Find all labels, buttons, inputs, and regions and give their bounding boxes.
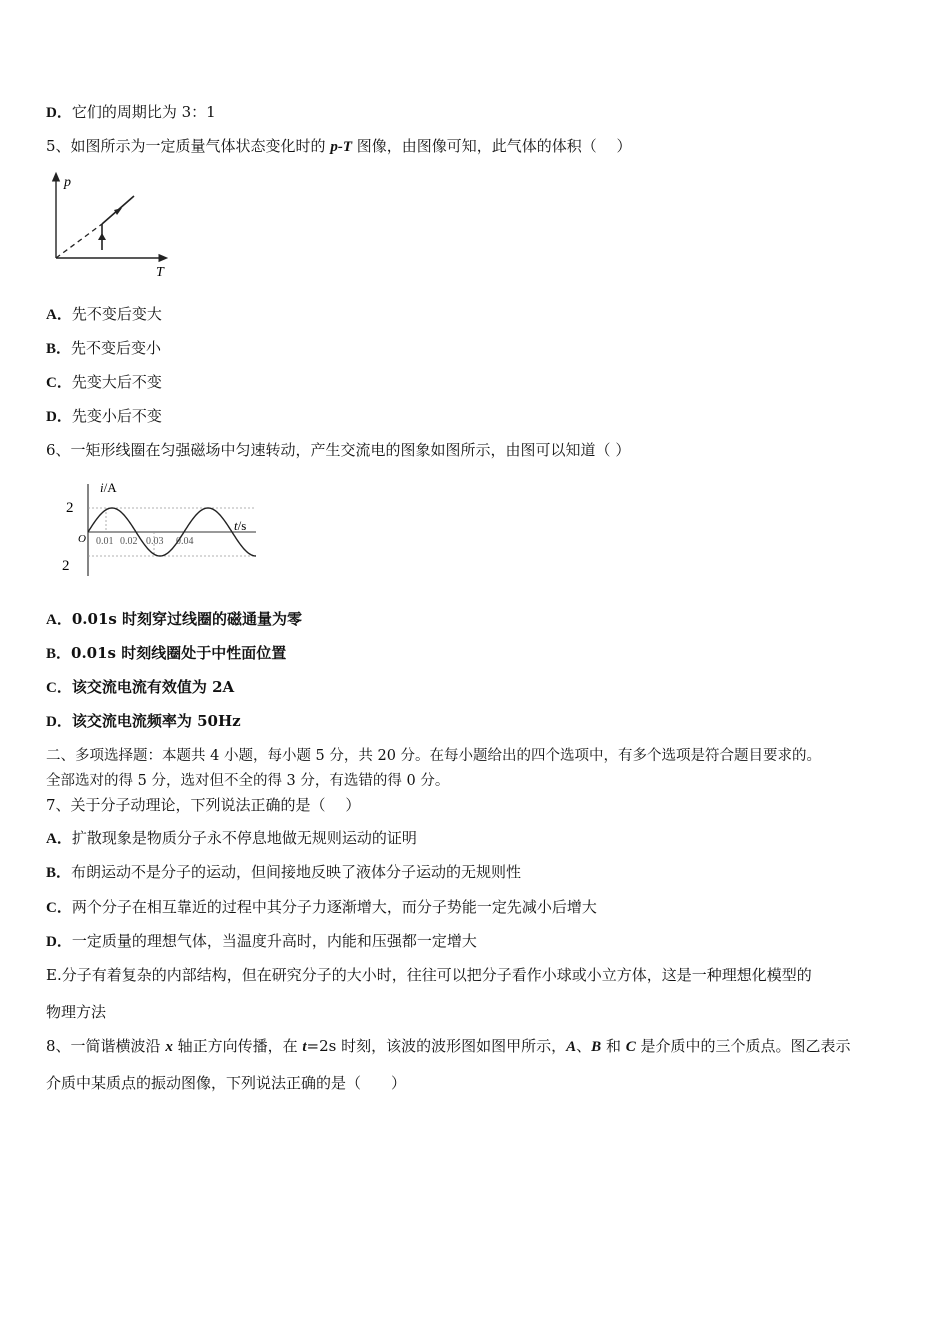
q6-option-c bbox=[46, 677, 234, 698]
option-text: 它们的周期比为 3：1 bbox=[71, 103, 216, 121]
q5-pt-graph bbox=[44, 170, 174, 282]
q7-option-c bbox=[46, 897, 597, 918]
option-text: 先变小后不变 bbox=[71, 407, 162, 425]
y-max-label: 2 bbox=[66, 500, 74, 516]
option-letter: C． bbox=[46, 375, 72, 391]
q7-option-d bbox=[46, 931, 477, 952]
text-fragment: =2s 时刻，该波的波形图如图甲所示， bbox=[306, 1037, 567, 1055]
var-b: B bbox=[591, 1039, 602, 1055]
isochore-dashed-line bbox=[56, 224, 102, 258]
option-letter: B． bbox=[46, 341, 72, 357]
q8-stem-line1 bbox=[46, 1036, 851, 1057]
option-letter: A． bbox=[46, 307, 72, 323]
option-text: 布朗运动不是分子的运动，但间接地反映了液体分子运动的无规则性 bbox=[71, 863, 522, 881]
q5-stem-pre: 5、如图所示为一定质量气体状态变化时的 bbox=[46, 137, 331, 155]
q7-option-e-line2: 物理方法 bbox=[46, 1003, 107, 1021]
p-axis-label: p bbox=[64, 175, 71, 190]
q5-stem-var: p-T bbox=[330, 139, 352, 155]
q7-stem: 7、关于分子动理论，下列说法正确的是（ ） bbox=[46, 796, 361, 814]
var-c: C bbox=[625, 1039, 636, 1055]
option-text: 两个分子在相互靠近的过程中其分子力逐渐增大，而分子势能一定先减小后增大 bbox=[71, 898, 597, 916]
text-fragment: 、 bbox=[576, 1037, 592, 1055]
option-letter: D． bbox=[46, 105, 72, 121]
option-letter: C． bbox=[46, 680, 72, 696]
q7-option-e-line1: E.分子有着复杂的内部结构，但在研究分子的大小时，往往可以把分子看作小球或小立方体，这是一种理想化模型的 bbox=[46, 966, 812, 984]
i-axis-label: i/A bbox=[100, 480, 117, 495]
t-axis-label: T bbox=[156, 265, 164, 280]
q5-option-b bbox=[46, 338, 161, 359]
option-text: 一定质量的理想气体，当温度升高时，内能和压强都一定增大 bbox=[71, 932, 477, 950]
option-text: 先不变后变大 bbox=[71, 305, 162, 323]
section2-line1: 二、多项选择题：本题共 4 小题，每小题 5 分，共 20 分。在每小题给出的四个选项中，有多个选项是符合题目要求的。 bbox=[46, 748, 822, 764]
option-text: 先变大后不变 bbox=[71, 373, 162, 391]
tick-label: 0.03 bbox=[146, 536, 164, 547]
q5-option-a bbox=[46, 304, 162, 325]
option-letter: D． bbox=[46, 714, 72, 730]
option-text: 该交流电流有效值为 2A bbox=[71, 678, 235, 696]
text-fragment: 是介质中的三个质点。图乙表示 bbox=[635, 1037, 851, 1055]
q5-option-d bbox=[46, 406, 162, 427]
tick-label: 0.04 bbox=[176, 536, 194, 547]
option-letter: A． bbox=[46, 612, 72, 628]
var-t: t bbox=[302, 1039, 307, 1055]
option-letter: D． bbox=[46, 934, 72, 950]
var-a: A bbox=[566, 1039, 577, 1055]
q6-option-b bbox=[46, 643, 286, 664]
var-x: x bbox=[165, 1039, 173, 1055]
t-axis-label: t/s bbox=[234, 518, 247, 533]
option-letter: B． bbox=[46, 646, 72, 662]
option-text: 0.01s 时刻线圈处于中性面位置 bbox=[71, 644, 287, 662]
option-text: 扩散现象是物质分子永不停息地做无规则运动的证明 bbox=[71, 829, 417, 847]
tick-label: 0.02 bbox=[120, 536, 138, 547]
up-arrow-icon bbox=[98, 233, 106, 240]
section2-line2: 全部选对的得 5 分，选对但不全的得 3 分，有选错的得 0 分。 bbox=[46, 773, 450, 789]
q4-option-d bbox=[46, 102, 216, 123]
q5-option-c bbox=[46, 372, 162, 393]
option-letter: D． bbox=[46, 409, 72, 425]
q6-stem: 6、一矩形线圈在匀强磁场中匀速转动，产生交流电的图象如图所示，由图可以知道（ ） bbox=[46, 441, 631, 459]
text-fragment: 和 bbox=[601, 1037, 626, 1055]
text-fragment: 8、一简谐横波沿 bbox=[46, 1037, 166, 1055]
option-letter: B． bbox=[46, 865, 72, 881]
q6-option-a bbox=[46, 609, 302, 630]
q5-stem-post: 图像，由图像可知，此气体的体积（ ） bbox=[352, 137, 632, 155]
option-text: 该交流电流频率为 50Hz bbox=[71, 712, 241, 730]
origin-label: O bbox=[78, 533, 86, 545]
q7-option-b bbox=[46, 862, 521, 883]
option-text: 0.01s 时刻穿过线圈的磁通量为零 bbox=[71, 610, 303, 628]
diagonal-arrow-icon bbox=[114, 208, 122, 215]
q8-stem-line2: 介质中某质点的振动图像，下列说法正确的是（ ） bbox=[46, 1074, 407, 1092]
q7-option-a bbox=[46, 828, 417, 849]
option-letter: C． bbox=[46, 900, 72, 916]
q6-option-d bbox=[46, 711, 241, 732]
y-min-label: 2 bbox=[62, 558, 70, 574]
text-fragment: 轴正方向传播，在 bbox=[172, 1037, 303, 1055]
option-letter: A． bbox=[46, 831, 72, 847]
tick-label: 0.01 bbox=[96, 536, 114, 547]
q6-current-graph bbox=[56, 476, 266, 584]
q5-stem bbox=[46, 136, 632, 157]
option-text: 先不变后变小 bbox=[71, 339, 162, 357]
